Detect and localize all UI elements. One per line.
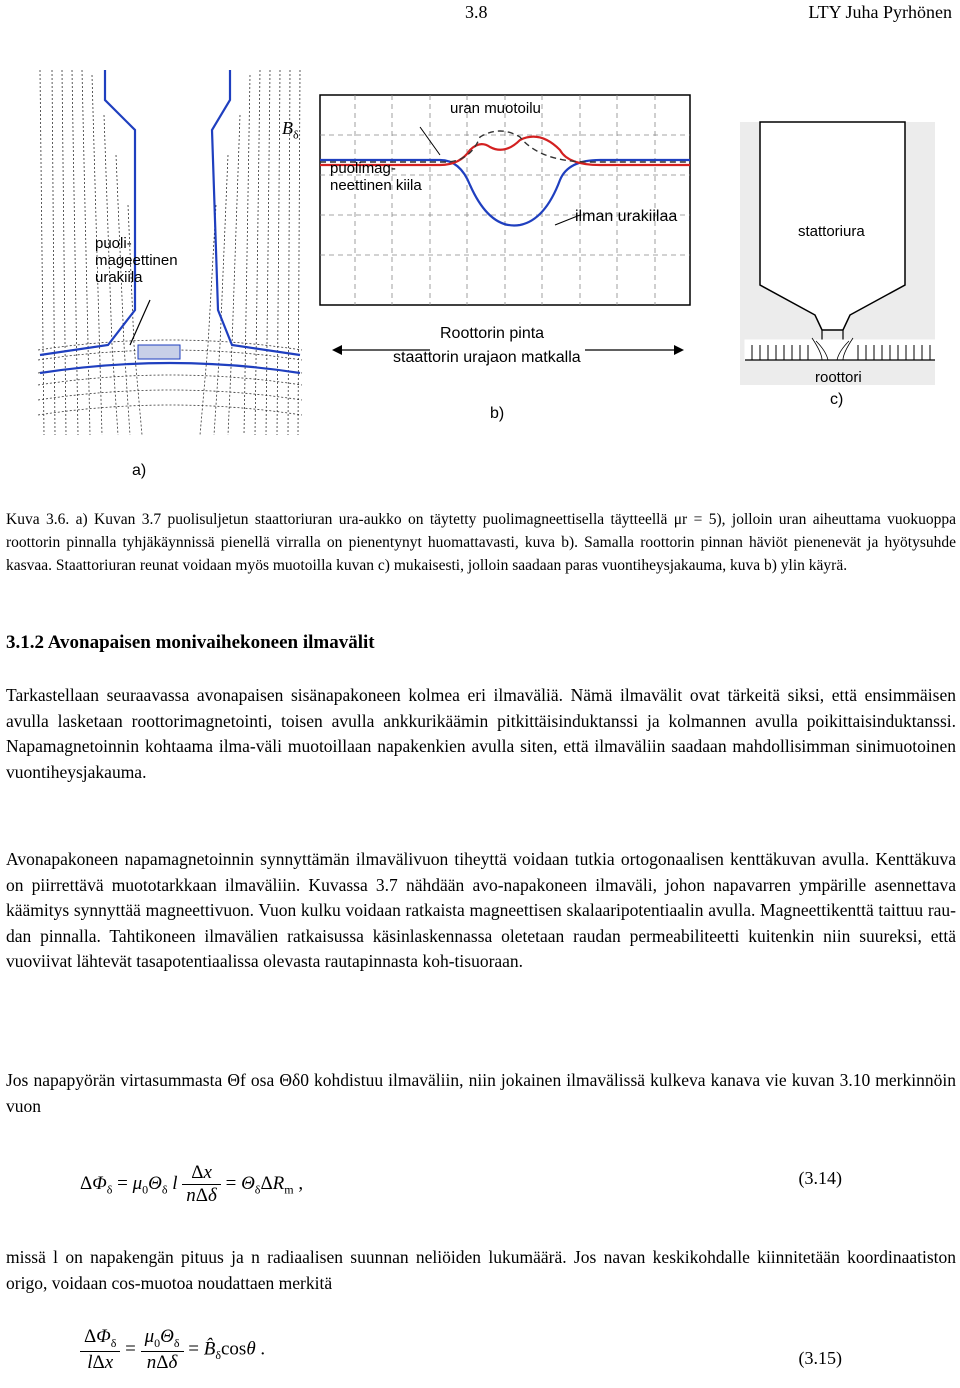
label-rotor-surface: Roottorin pinta — [440, 325, 545, 342]
label-b-delta — [282, 120, 299, 144]
panel-b-flux-chart — [320, 95, 690, 355]
figure-3-6 — [0, 55, 960, 495]
panel-c-slot — [740, 122, 935, 385]
label-panel-b: b) — [490, 405, 505, 422]
label-slot-pitch-distance: staattorin urajaon matkalla — [393, 349, 581, 366]
paragraph-2: Avonapakoneen napamagnetoinnin synnyttämän ilmavälivuon tiheyttä voidaan tutkia ortogonaalisen kenttäkuvan avulla. Kenttäkuva on piirrettävä muototarkkaan ilmaväliin. Kuvassa 3.7 nähdään avo-napakoneen ilmaväli, johon napavarren ympärille asennettava käämitys synnyttää magneettivuon. Vuon kulku voidaan ratkaista magneettisen skalaaripotentiaalin avulla. Magneettikenttä taittuu rau-dan pinnalla. Tahtikoneen ilmavälien ratkaisussa käsinlaskennassa oletetaan raudan permeabiliteetti kuitenkin niin suureksi, että vuoviivat lähtevät tasapotentiaalissa olevasta rautapinnasta koh-tisuoraan. — [6, 849, 956, 971]
semi-magnetic-wedge — [138, 345, 180, 359]
label-semi-magnetic-wedge-b: puolimag- neettinen kiila — [330, 160, 422, 194]
page-number: 3.8 — [465, 2, 488, 22]
fraction-dphi-ldx: $\frac{\Delta\Phi_\delta}{\text{lΔx}}$ — [80, 1326, 120, 1374]
label-semi-magnetic-wedge: puoli- mageettinen urakiila — [95, 235, 178, 286]
page-header — [0, 0, 960, 30]
running-author: LTY Juha Pyrhönen — [808, 2, 952, 22]
label-panel-a: a) — [132, 462, 147, 479]
equation-3-15-number: (3.15) — [798, 1348, 842, 1368]
equation-3-15-body: $\frac{\Delta\Phi_\delta}{\text{lΔx}}$ = $\frac{\mu_0\Theta_\delta}{\text{nΔδ}}$ = $B̂_\delta\cos\theta$ . — [80, 1326, 265, 1374]
label-b-sub: δ — [293, 127, 299, 142]
fraction-dx-ndelta: $\frac{\Delta x}{\text{nΔδ}}$ — [182, 1162, 221, 1207]
figure-caption: Kuva 3.6. a) Kuvan 3.7 puolisuljetun staattoriuran ura-aukko on täytetty puolimagneettisella täytteellä μr = 5), jolloin uran aiheuttama vuokuoppa roottorin pinnalla tyhjäkäynnissä pienellä virralla on pienentynyt huomattavasti, kuva b). Samalla roottorin pinnan häviöt pienenevät ja hyötysuhde kasvaa. Staattoriuran reunat voidaan myös muotoilla kuvan c) mukaisesti, jolloin saadaan paras vuontiheysjakauma, kuva b) ylin käyrä. — [6, 511, 956, 574]
equation-3-14-body: $\Delta\Phi_\delta = \mu_0\Theta_\delta$ l $\frac{\Delta x}{\text{nΔδ}}$ = $\Theta_\delta\Delta R_m$ , — [80, 1162, 304, 1206]
label-without-wedge: ilman urakiilaa — [575, 208, 678, 225]
paragraph-4: missä l on napakengän pituus ja n radiaalisen suunnan neliöiden lukumäärä. Jos navan keskikohdalle kiinnitetään koordinaatiston origo, voidaan cos-muotoa noudattaen merkitä — [6, 1247, 956, 1293]
paragraph-3: Jos napapyörän virtasummasta Θf osa Θδ0 kohdistuu ilmaväliin, niin jokainen ilmavälissä kulkeva kanava vie kuvan 3.10 merkinnöin vuon — [6, 1070, 956, 1116]
label-slot-shaping: uran muotoilu — [450, 100, 541, 117]
label-b-symbol: B — [282, 118, 293, 138]
paragraph-1: Tarkastellaan seuraavassa avonapaisen sisänapakoneen kolmea eri ilmaväliä. Nämä ilmavälit ovat tärkeitä siksi, että ensimmäisen avulla lasketaan roottorimagnetointi, toisen avulla ankkurikäämin pitkittäisinduktanssi ja kolmannen avulla poikittaisinduktanssi. Napamagnetoinnin kohtaama ilma-väli muotoillaan napakenkien avulla siten, että ilmaväliin saadaan mahdollisimman sinimuotoinen vuontiheysjakauma. — [6, 685, 956, 782]
fraction-mu-theta: $\frac{\mu_0\Theta_\delta}{\text{nΔδ}}$ — [141, 1326, 184, 1374]
section-title: 3.1.2 Avonapaisen monivaihekoneen ilmavälit — [6, 632, 375, 653]
equation-3-14-number: (3.14) — [798, 1168, 842, 1188]
label-rotor: roottori — [815, 369, 862, 386]
label-panel-c: c) — [830, 391, 844, 408]
label-stator-slot: stattoriura — [798, 223, 865, 240]
panel-a-stator-outline — [40, 70, 300, 373]
